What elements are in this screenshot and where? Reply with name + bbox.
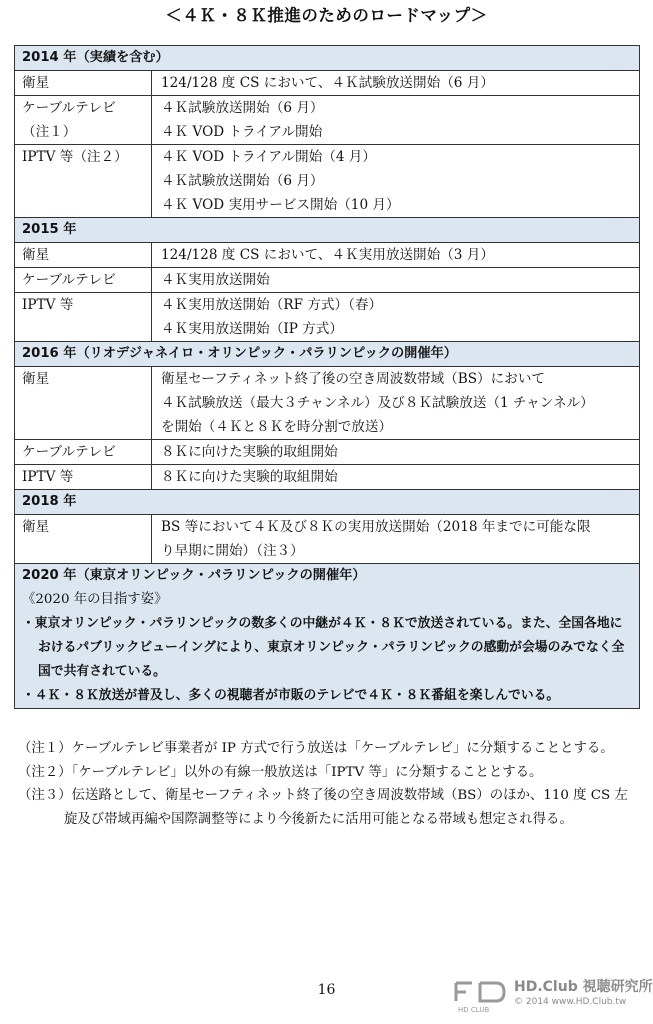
label-line: （注１）: [22, 124, 77, 140]
row-label: [15, 243, 152, 268]
row-label: [15, 71, 152, 96]
row-content: [152, 440, 640, 465]
content-line: 124/128 度 CS において、４Ｋ実用放送開始（3 月）: [161, 247, 494, 263]
row-content: [152, 145, 640, 218]
footnote: （注３）伝送路として、衛星セーフティネット終了後の空き周波数帯域（BS）のほか、110 度 CS 左旋及び帯域再編や国際調整等により今後新たに活用可能となる帯域も想定され得る。: [18, 788, 628, 827]
page-title: ＜４Ｋ・８Ｋ推進のためのロードマップ＞: [165, 6, 488, 25]
row-content: [152, 293, 640, 342]
row-content: [152, 71, 640, 96]
label-line: IPTV 等: [22, 469, 74, 485]
vision-bullet: ・東京オリンピック・パラリンピックの数多くの中継が４Ｋ・８Ｋで放送されている。また、全国各地におけるパブリックビューイングにより、東京オリンピック・パラリンピックの感動が会場のみでなく全国で共有されている。: [22, 616, 625, 679]
label-line: 衛星: [22, 247, 50, 263]
table-row: [15, 465, 640, 490]
content-line: ８Ｋに向けた実験的取組開始: [161, 469, 338, 485]
label-line: 衛星: [22, 371, 50, 387]
table-row: [15, 293, 640, 342]
vision-bullet: ・４Ｋ・８Ｋ放送が普及し、多くの視聴者が市販のテレビで４Ｋ・８Ｋ番組を楽しんでいる。: [22, 688, 560, 703]
table-row: [15, 515, 640, 564]
row-label: [15, 145, 152, 218]
content-line: ４Ｋ VOD トライアル開始（4 月）: [161, 149, 376, 165]
year-section-2020: [15, 564, 640, 709]
row-label: [15, 367, 152, 440]
vision-2020-box: [15, 564, 640, 709]
row-label: [15, 96, 152, 145]
content-line: ４Ｋ試験放送開始（6 月）: [161, 173, 324, 189]
content-line: BS 等において４Ｋ及び８Ｋの実用放送開始（2018 年までに可能な限: [161, 519, 591, 535]
label-line: IPTV 等: [22, 297, 74, 313]
row-content: [152, 268, 640, 293]
year-header-2015: [15, 218, 640, 243]
watermark-logo-text: HD CLUB: [458, 1006, 490, 1014]
row-label: [15, 440, 152, 465]
label-line: ケーブルテレビ: [22, 444, 116, 460]
table-row: [15, 243, 640, 268]
table-row: [15, 268, 640, 293]
label-line: IPTV 等（注２）: [22, 149, 128, 165]
watermark-url: © 2014 www.HD.Club.tw: [514, 997, 627, 1007]
row-content: [152, 367, 640, 440]
content-line: ４Ｋ実用放送開始（RF 方式）（春）: [161, 297, 383, 313]
content-line: ４Ｋ試験放送開始（6 月）: [161, 100, 324, 116]
row-content: [152, 465, 640, 490]
row-label: [15, 465, 152, 490]
content-line: ４Ｋ VOD 実用サービス開始（10 月）: [161, 197, 400, 213]
label-line: 衛星: [22, 519, 50, 535]
content-line: を開始（４Ｋと８Ｋを時分割で放送）: [161, 419, 393, 435]
content-line: 124/128 度 CS において、４Ｋ試験放送開始（6 月）: [161, 75, 494, 91]
footnote: （注１）ケーブルテレビ事業者が IP 方式で行う放送は「ケーブルテレビ」に分類することとする。: [18, 741, 614, 756]
table-row: [15, 145, 640, 218]
watermark: [452, 975, 653, 1017]
content-line: ４Ｋ実用放送開始（IP 方式）: [161, 321, 343, 337]
label-line: ケーブルテレビ: [22, 272, 116, 288]
vision-subheading: 《2020 年の目指す姿》: [22, 592, 168, 607]
row-label: [15, 268, 152, 293]
row-content: [152, 243, 640, 268]
content-line: り早期に開始）（注３）: [161, 543, 304, 559]
footnotes: [18, 737, 640, 831]
year-header-2014: [15, 46, 640, 71]
row-label: [15, 515, 152, 564]
roadmap-table: [14, 45, 640, 709]
watermark-title: HD.Club 視聴研究所: [514, 979, 653, 995]
content-line: ８Ｋに向けた実験的取組開始: [161, 444, 338, 460]
table-row: [15, 440, 640, 465]
label-line: ケーブルテレビ: [22, 100, 116, 116]
row-label: [15, 293, 152, 342]
year-heading: 2020 年（東京オリンピック・パラリンピックの開催年）: [22, 568, 366, 583]
watermark-logo-icon: [452, 975, 512, 1015]
table-row: [15, 71, 640, 96]
content-line: ４Ｋ実用放送開始: [161, 272, 270, 288]
year-header-2016: [15, 342, 640, 367]
footnote: （注２）「ケーブルテレビ」以外の有線一般放送は「IPTV 等」に分類することとする。: [18, 764, 543, 780]
row-content: [152, 96, 640, 145]
year-heading: 2015 年: [15, 218, 640, 243]
content-line: 衛星セーフティネット終了後の空き周波数帯域（BS）において: [161, 371, 546, 387]
content-line: ４Ｋ試験放送（最大３チャンネル）及び８Ｋ試験放送（1 チャンネル）: [161, 395, 594, 411]
year-heading: 2016 年（リオデジャネイロ・オリンピック・パラリンピックの開催年）: [15, 342, 640, 367]
row-content: [152, 515, 640, 564]
content-line: ４Ｋ VOD トライアル開始: [161, 124, 323, 140]
table-row: [15, 367, 640, 440]
year-heading: 2018 年: [15, 490, 640, 515]
page-number: 16: [317, 982, 336, 998]
table-row: [15, 96, 640, 145]
label-line: 衛星: [22, 75, 50, 91]
year-heading: 2014 年（実績を含む）: [15, 46, 640, 71]
year-header-2018: [15, 490, 640, 515]
